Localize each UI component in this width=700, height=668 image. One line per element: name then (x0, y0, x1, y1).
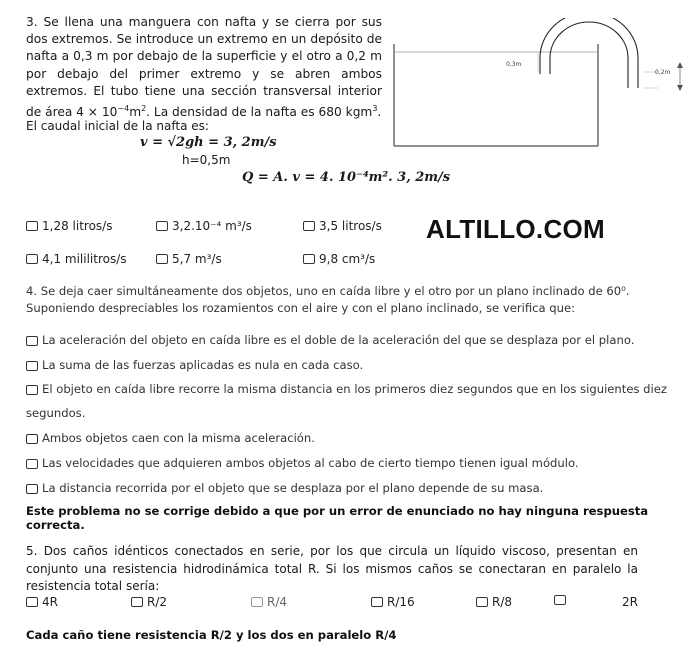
q3-option-6[interactable]: 9,8 cm³/s (303, 252, 375, 266)
q5-option-1[interactable]: 4R (26, 595, 58, 609)
hose-inner (550, 22, 628, 88)
label-depth: 0,3m (506, 61, 522, 68)
caudal-label: El caudal inicial de la nafta es: (26, 119, 209, 133)
checkbox[interactable] (26, 361, 38, 371)
q4-option-1[interactable]: La aceleración del objeto en caída libre es el doble de la aceleración del que se desplaza por el plano. (26, 332, 634, 349)
checkbox[interactable] (371, 597, 383, 607)
q4-option-6[interactable]: La distancia recorrida por el objeto que se desplaza por el plano depende de su masa. (26, 480, 543, 497)
checkbox[interactable] (156, 221, 168, 231)
checkbox[interactable] (251, 597, 263, 607)
formula-height: h=0,5m (182, 153, 231, 167)
checkbox[interactable] (26, 434, 38, 444)
checkbox[interactable] (26, 254, 38, 264)
q4-note: Este problema no se corrige debido a que por un error de enunciado no hay ninguna respuesta correcta. (26, 504, 649, 532)
q4-option-5[interactable]: Las velocidades que adquieren ambos objetos al cabo de cierto tiempo tienen igual módulo. (26, 455, 579, 472)
checkbox[interactable] (26, 221, 38, 231)
checkbox[interactable] (26, 597, 38, 607)
tank-siphon-diagram (388, 18, 688, 150)
formula-flow: Q = A. v = 4. 10⁻⁴m². 3, 2m/s (242, 170, 451, 185)
q3-option-5[interactable]: 5,7 m³/s (156, 252, 222, 266)
question-4-statement: 4. Se deja caer simultáneamente dos objetos, uno en caída libre y el otro por un plano inclinado de 60⁰. (26, 284, 630, 298)
checkbox[interactable] (131, 597, 143, 607)
checkbox[interactable] (26, 385, 38, 395)
watermark: ALTILLO.COM (426, 214, 606, 244)
q5-option-7: 2R (622, 595, 638, 609)
q5-option-2[interactable]: R/2 (131, 595, 167, 609)
question-4-statement-2: Suponiendo despreciables los rozamientos con el aire y con el plano inclinado, se verifica que: (26, 301, 576, 315)
checkbox[interactable] (26, 459, 38, 469)
q5-option-5[interactable]: R/8 (476, 595, 512, 609)
q5-option-4[interactable]: R/16 (371, 595, 415, 609)
formula-velocity: v = √2gh = 3, 2m/s (140, 135, 277, 150)
q5-option-6[interactable] (554, 595, 570, 605)
q4-option-2[interactable]: La suma de las fuerzas aplicadas es nula en cada caso. (26, 357, 363, 374)
q3-option-4[interactable]: 4,1 mililitros/s (26, 252, 127, 266)
q3-option-1[interactable]: 1,28 litros/s (26, 219, 112, 233)
q4-option-3[interactable]: El objeto en caída libre recorre la misma distancia en los primeros diez segundos que en los siguientes diez (26, 381, 667, 398)
q5-note: Cada caño tiene resistencia R/2 y los dos en paralelo R/4 (26, 628, 397, 642)
checkbox[interactable] (303, 254, 315, 264)
label-height: 0,2m (655, 69, 671, 76)
q4-option-4[interactable]: Ambos objetos caen con la misma aceleración. (26, 430, 315, 447)
q3-option-2[interactable]: 3,2.10⁻⁴ m³/s (156, 219, 252, 233)
q5-option-3[interactable]: R/4 (251, 595, 287, 609)
checkbox[interactable] (303, 221, 315, 231)
question-5-statement: 5. Dos caños idénticos conectados en serie, por los que circula un líquido viscoso, presentan en conjunto una resistencia hidrodinámica total R. Si los mismos caños se conectaran en paralelo la resistencia total sería: (26, 544, 638, 593)
checkbox[interactable] (26, 484, 38, 494)
q4-option-3-continuation: segundos. (26, 406, 86, 420)
checkbox[interactable] (26, 336, 38, 346)
checkbox[interactable] (156, 254, 168, 264)
checkbox[interactable] (476, 597, 488, 607)
q3-option-3[interactable]: 3,5 litros/s (303, 219, 382, 233)
checkbox[interactable] (554, 595, 566, 605)
question-3-statement: 3. Se llena una manguera con nafta y se cierra por sus dos extremos. Se introduce un extremo en un depósito de nafta a 0,3 m por debajo de la superficie y el otro a 0,2 m por debajo del primer extremo y se abren ambos extremos. El tubo tiene una sección transversal interior de área $4 \times 10^{-4}m^2$. La densidad de la nafta es 680 kgm$^3$. (26, 15, 382, 120)
hose-outer (540, 18, 638, 88)
